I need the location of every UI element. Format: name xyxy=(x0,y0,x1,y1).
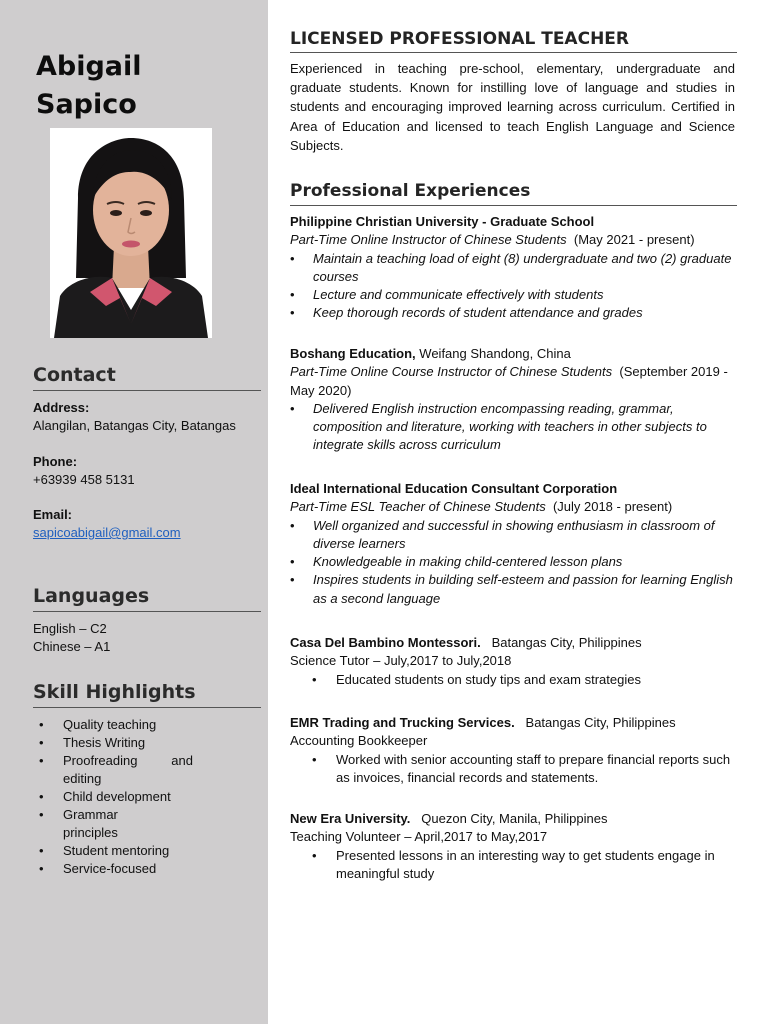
job-bullet: • Inspires students in building self-esteem and passion for learning English as a second language xyxy=(290,571,737,608)
job-entry xyxy=(290,213,737,323)
job-location: Batangas City, Philippines xyxy=(525,715,676,730)
job-dates: (May 2021 - present) xyxy=(573,232,695,248)
contact-phone xyxy=(33,453,261,489)
contact-email xyxy=(33,506,261,542)
job-bullets xyxy=(290,671,737,689)
phone-label: Phone: xyxy=(33,454,78,469)
job-role: Science Tutor – July,2017 to July,2018 xyxy=(290,653,512,669)
skill-item: • Grammar principles xyxy=(33,806,128,842)
job-company: Ideal International Education Consultant Corporation xyxy=(290,481,618,496)
job-bullet: • Worked with senior accounting staff to prepare financial reports such as invoices, financial records and statements. xyxy=(290,751,737,788)
job-company: New Era University. xyxy=(290,811,411,826)
job-bullet: • Well organized and successful in showing enthusiasm in classroom of diverse learners xyxy=(290,517,737,554)
job-location: Batangas City, Philippines xyxy=(491,635,642,650)
job-company: Casa Del Bambino Montessori. xyxy=(290,635,481,650)
job-dates: (July 2018 - present) xyxy=(552,499,673,515)
job-bullets xyxy=(290,751,737,788)
skills-heading: Skill Highlights xyxy=(33,679,261,708)
job-location: Quezon City, Manila, Philippines xyxy=(421,811,608,826)
address-label: Address: xyxy=(33,400,90,415)
job-bullets xyxy=(290,517,737,608)
job-entry xyxy=(290,480,737,608)
last-name: Sapico xyxy=(36,89,137,120)
sidebar xyxy=(0,0,268,1024)
job-entry xyxy=(290,714,737,787)
job-bullet: • Lecture and communicate effectively with students xyxy=(290,286,737,304)
job-bullet: • Delivered English instruction encompassing reading, grammar, composition and literature, working with teachers in other subjects to integrate skills across curriculum xyxy=(290,400,737,455)
job-entry xyxy=(290,345,737,455)
languages-list xyxy=(33,620,261,656)
job-bullet: • Knowledgeable in making child-centered lesson plans xyxy=(290,553,737,571)
skills-list xyxy=(33,716,193,878)
skill-item: • Quality teaching xyxy=(33,716,193,734)
experience-heading: Professional Experiences xyxy=(290,180,737,206)
job-bullets xyxy=(290,847,737,884)
job-bullets xyxy=(290,400,737,455)
skill-item: • Student mentoring xyxy=(33,842,193,860)
job-bullet: • Presented lessons in an interesting way to get students engage in meaningful study xyxy=(290,847,737,884)
job-location: Weifang Shandong, China xyxy=(419,346,571,361)
job-company: EMR Trading and Trucking Services. xyxy=(290,715,515,730)
job-bullet: • Keep thorough records of student attendance and grades xyxy=(290,304,737,322)
profile-photo xyxy=(50,128,212,338)
job-role: Part-Time Online Course Instructor of Chinese Students xyxy=(290,364,613,380)
job-role: Part-Time ESL Teacher of Chinese Students xyxy=(290,499,546,515)
skill-item: • Service-focused xyxy=(33,860,193,878)
candidate-name xyxy=(36,48,236,124)
skill-item: • Proofreading and editing xyxy=(33,752,193,788)
skill-item: • Child development xyxy=(33,788,193,806)
job-role: Teaching Volunteer – April,2017 to May,2017 xyxy=(290,829,548,845)
job-company: Boshang Education, xyxy=(290,346,416,361)
job-bullet: • Educated students on study tips and exam strategies xyxy=(290,671,737,689)
job-bullet: • Maintain a teaching load of eight (8) undergraduate and two (2) graduate courses xyxy=(290,250,737,287)
skill-item: • Thesis Writing xyxy=(33,734,193,752)
job-company: Philippine Christian University - Graduate School xyxy=(290,214,595,229)
address-value: Alangilan, Batangas City, Batangas xyxy=(33,418,236,433)
first-name: Abigail xyxy=(36,51,142,82)
languages-heading: Languages xyxy=(33,583,261,612)
email-link[interactable]: sapicoabigail@gmail.com xyxy=(33,525,181,540)
headline: LICENSED PROFESSIONAL TEACHER xyxy=(290,28,737,53)
summary-text: Experienced in teaching pre-school, elementary, undergraduate and graduate students. Known for instilling love of language and studies in students and encouraging improved learning across curriculum. Certified in Area of Education and licensed to teach English Language and Science Subjects. xyxy=(290,61,735,153)
language-item: Chinese – A1 xyxy=(33,639,111,654)
phone-value: +63939 458 5131 xyxy=(33,472,135,487)
language-item: English – C2 xyxy=(33,621,107,636)
job-role: Part-Time Online Instructor of Chinese Students xyxy=(290,232,567,248)
email-label: Email: xyxy=(33,507,73,522)
job-entry xyxy=(290,634,737,689)
contact-address xyxy=(33,399,261,435)
job-bullets xyxy=(290,250,737,323)
job-role: Accounting Bookkeeper xyxy=(290,733,428,749)
job-entry xyxy=(290,810,737,883)
contact-heading: Contact xyxy=(33,362,261,391)
job-dates: (September 2019 - May 2020) xyxy=(290,364,728,398)
